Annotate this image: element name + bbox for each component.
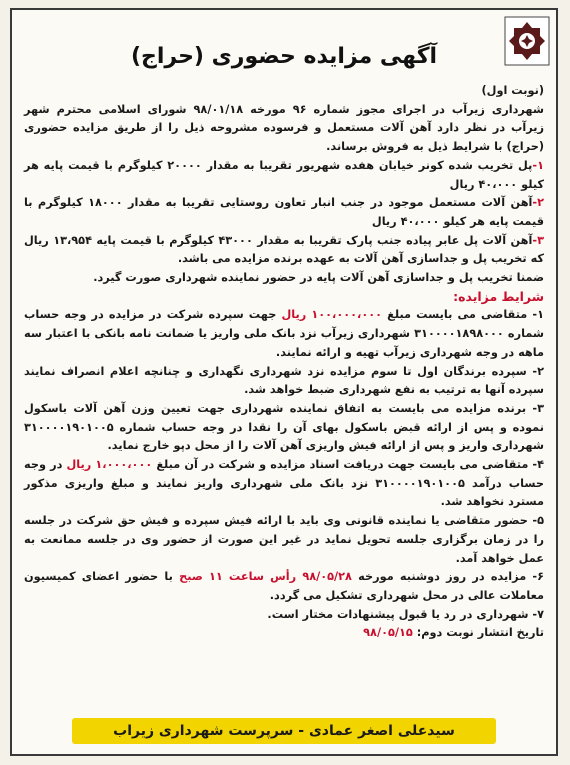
notice-body — [24, 82, 544, 643]
note-paragraph: ضمنا تخریب پل و جداسازی آهن آلات پایه در حضور نماینده شهرداری صورت گیرد. — [93, 271, 544, 285]
condition-4: ۴- متقاضی می بایست جهت دریافت اسناد مزایده و شرکت در آن مبلغ ۱،۰۰۰،۰۰۰ ریال در وجه حساب درآمد ۳۱۰۰۰۰۱۹۰۱۰۰۵ نزد بانک ملی شهرداری واریز نمایند و مبلغ واریزی مذکور مسترد نخواهد شد. — [24, 458, 545, 509]
item-3: ۳-آهن آلات پل عابر پیاده جنب پارک تقریبا به مقدار ۴۳۰۰۰ کیلوگرم با قیمت پایه ۱۳،۹۵۴ ریال که تخریب پل و جداسازی آهن آلات به عهده برنده مزایده می باشد. — [24, 233, 544, 266]
conditions-heading: شرایط مزایده: — [453, 288, 544, 304]
condition-6: ۶- مزایده در روز دوشنبه مورخه ۹۸/۰۵/۲۸ رأس ساعت ۱۱ صبح با حضور اعضای کمیسیون معاملات عالی در محل شهرداری تشکیل می گردد. — [24, 570, 544, 602]
condition-7: ۷- شهرداری در رد یا قبول پیشنهادات مختار است. — [267, 607, 544, 621]
notice-page — [10, 8, 558, 756]
item-number: ۲- — [532, 196, 545, 210]
intro-paragraph: شهرداری زیرآب در اجرای مجوز شماره ۹۶ مورخه ۹۸/۰۱/۱۸ شورای اسلامی محترم شهر زیرآب در نظر دارد آهن آلات مستعمل و فرسوده مشروحه ذیل را از طریق مزایده حضوری (حراج) با شرایط ذیل به فروش برساند. — [24, 102, 544, 154]
publish-date: تاریخ انتشار نوبت دوم: ۹۸/۰۵/۱۵ — [363, 626, 544, 640]
condition-3: ۳- برنده مزایده می بایست به اتفاق نماینده شهرداری جهت تعیین وزن آهن آلات باسکول نموده و پس از ارائه قبض باسکول بهای آن را نقدا در وجه حساب شماره ۳۱۰۰۰۰۱۹۰۱۰۰۵ شهرداری واریز و پس از ارائه فیش واریزی آهن آلات را از محل دپو خارج نماید. — [24, 401, 544, 453]
condition-2: ۲- سپرده برندگان اول تا سوم مزایده نزد شهرداری نگهداری و چنانچه اعلام انصراف نمایند سپرده آنها به ترتیب به نفع شهرداری ضبط خواهد شد. — [24, 364, 544, 397]
item-2: ۲-آهن آلات مستعمل موجود در جنب انبار تعاون روستایی تقریبا به مقدار ۱۸۰۰۰ کیلوگرم با قیمت پایه هر کیلو ۴۰،۰۰۰ ریال — [24, 196, 545, 228]
item-1: ۱-پل تخریب شده کونر خیابان هفده شهریور تقریبا به مقدار ۲۰۰۰۰ کیلوگرم با قیمت پایه هر کیلو ۴۰،۰۰۰ ریال — [24, 158, 544, 191]
round-label: (نوبت اول) — [481, 84, 544, 97]
signature-banner: سیدعلی اصغر عمادی - سرپرست شهرداری زیراب — [72, 718, 496, 744]
item-number: ۱- — [532, 158, 544, 172]
notice-title: آگهی مزایده حضوری (حراج) — [130, 44, 438, 69]
municipality-logo — [504, 16, 550, 66]
condition-1: ۱- متقاضی می بایست مبلغ ۱۰۰،۰۰۰،۰۰۰ ریال جهت سپرده شرکت در مزایده در وجه حساب شماره ۳۱۰۰۰۰۱۸۹۸۰۰۰ شهرداری زیرآب نزد بانک ملی واریز یا ضمانت نامه بانکی با اعتبار سه ماهه در وجه شهرداری زیرآب تهیه و ارائه نمایند. — [24, 308, 545, 359]
item-number: ۳- — [532, 233, 544, 247]
condition-5: ۵- حضور متقاضی یا نماینده قانونی وی باید با ارائه فیش سپرده و فیش حق شرکت در جلسه را در زمان برگزاری جلسه تحویل نماید در غیر این صورت از حضور وی در جلسه ممانعت به عمل خواهد آمد. — [24, 514, 544, 565]
